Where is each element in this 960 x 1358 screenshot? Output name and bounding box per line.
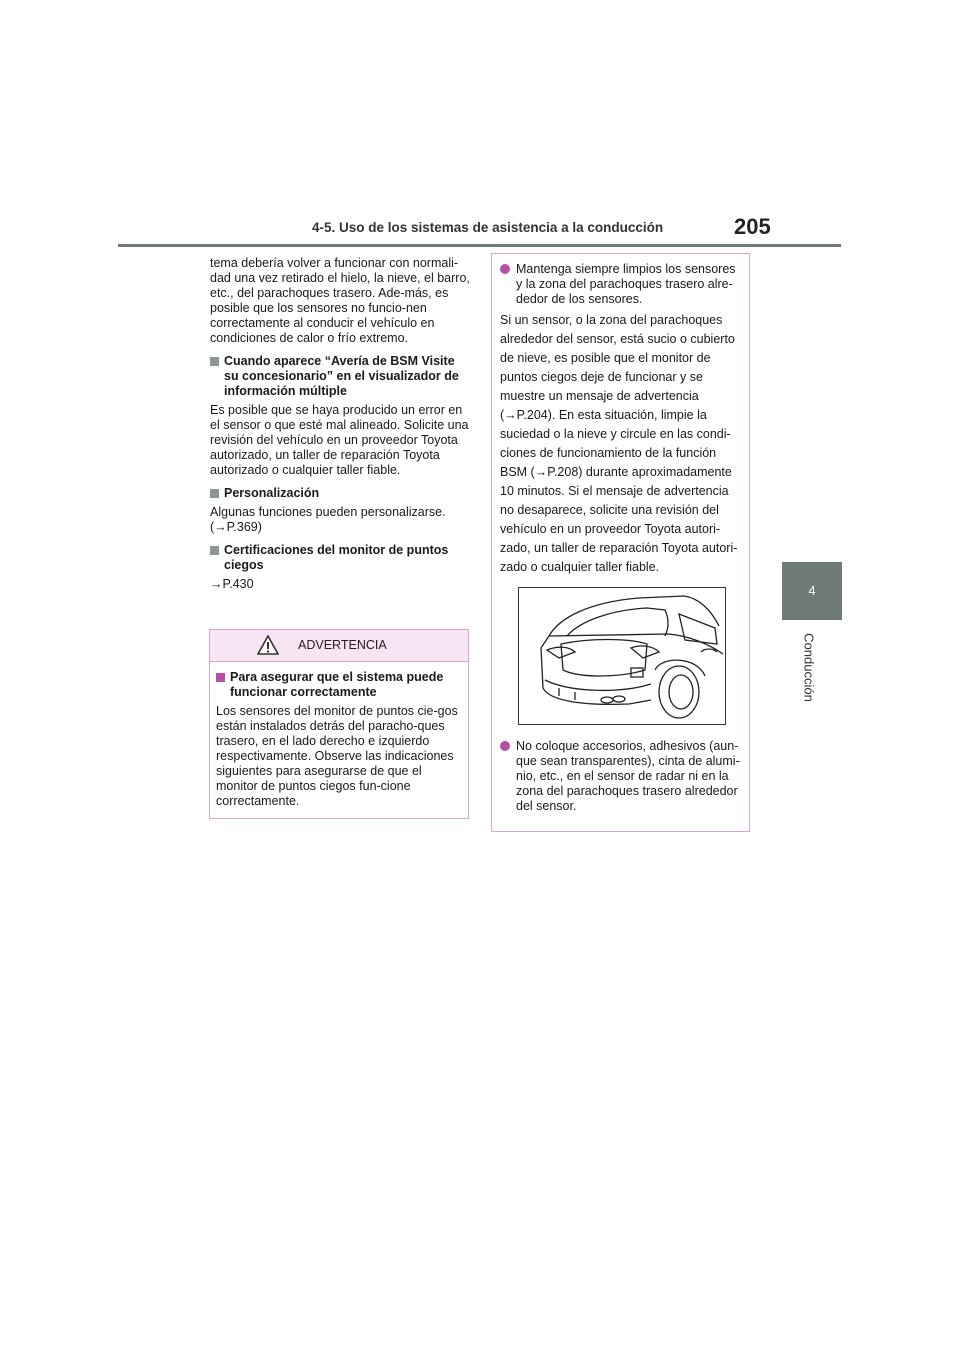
section-heading-text: Personalización [224, 486, 320, 500]
square-bullet-icon [216, 673, 225, 682]
caution-box [491, 253, 750, 832]
chapter-tab[interactable]: 4 [782, 562, 842, 620]
paragraph-line: no desaparece, solicite una revisión del [500, 503, 719, 517]
section-body: Es posible que se haya producido un error en el sensor o que esté mal alineado. Solicite una revisión del vehículo en un proveedor Toyota autorizado, un taller de reparación Toyota autorizado o cualquier taller fiable. [210, 403, 469, 477]
paragraph-line: zado, un taller de reparación Toyota autori- [500, 541, 738, 555]
paragraph-line: zado o cualquier taller fiable. [500, 560, 660, 574]
square-bullet-icon [210, 357, 219, 366]
warning-box [209, 629, 469, 819]
square-bullet-icon [210, 489, 219, 498]
paragraph-line: BSM (→P.208) durante aproximadamente [500, 465, 732, 479]
section-heading [210, 486, 472, 501]
page-reference[interactable]: →P.430 [210, 577, 254, 591]
left-column [210, 256, 472, 600]
section-body: Algunas funciones pueden personalizarse. (→P.369) [210, 505, 446, 534]
bullet-text: No coloque accesorios, adhesivos (aun-que sean transparentes), cinta de alumi-nio, etc., en el sensor de radar ni en la zona del parachoques trasero alrededor del sensor. [516, 739, 740, 813]
paragraph-line: puntos ciegos deje de funcionar y se [500, 370, 703, 384]
section-heading [210, 354, 472, 399]
bullet-text: Mantenga siempre limpios los sensores y la zona del parachoques trasero alre-dedor de los sensores. [516, 262, 736, 306]
paragraph-line: suciedad o la nieve y circule en las condi- [500, 427, 731, 441]
car-rear-illustration [518, 587, 726, 725]
paragraph-line: vehículo en un proveedor Toyota autori- [500, 522, 721, 536]
warning-subheading-text: Para asegurar que el sistema puede funcionar correctamente [230, 670, 444, 699]
round-bullet-icon [500, 264, 510, 274]
section-heading-text: Certificaciones del monitor de puntos ciegos [224, 543, 449, 572]
car-rear-drawing [519, 588, 725, 724]
chapter-label: Conducción [801, 633, 817, 702]
warning-header [210, 630, 468, 662]
round-bullet-icon [500, 741, 510, 751]
paragraph-line: alrededor del sensor, está sucio o cubierto [500, 332, 735, 346]
intro-paragraph: tema debería volver a funcionar con normali-dad una vez retirado el hielo, la nieve, el barro, etc., del parachoques trasero. Ade-más, es posible que los sensores no funcio-nen correctamente al conducir el vehículo en condiciones de calor o frío extremo. [210, 256, 470, 345]
paragraph-line: de nieve, es posible que el monitor de [500, 351, 711, 365]
section-heading-text: Cuando aparece “Avería de BSM Visite su concesionario” en el visualizador de información múltiple [224, 354, 459, 398]
instruction-paragraph [500, 311, 741, 577]
square-bullet-icon [210, 546, 219, 555]
warning-text: Los sensores del monitor de puntos cie-gos están instalados detrás del paracho-ques trasero, en el lado derecho e izquierdo respectivamente. Observe las indicaciones siguientes para asegurarse de que el monitor de puntos ciegos fun-cione correctamente. [216, 704, 458, 808]
section-heading [210, 543, 472, 573]
bullet-item [500, 262, 741, 307]
section-title: 4-5. Uso de los sistemas de asistencia a la conducción [312, 220, 664, 235]
header-divider [118, 244, 841, 247]
warning-subheading [216, 670, 462, 700]
warning-title: ADVERTENCIA [298, 638, 387, 652]
bullet-item [500, 739, 741, 814]
paragraph-line: 10 minutos. Si el mensaje de advertencia [500, 484, 729, 498]
page-number: 205 [734, 214, 771, 239]
warning-body [210, 662, 468, 809]
paragraph-line: ciones de funcionamiento de la función [500, 446, 717, 460]
paragraph-line: Si un sensor, o la zona del parachoques [500, 313, 723, 327]
chapter-label-wrap [770, 630, 830, 720]
warning-triangle-icon [257, 635, 279, 655]
paragraph-line: muestre un mensaje de advertencia [500, 389, 699, 403]
paragraph-line: (→P.204). En esta situación, limpie la [500, 408, 707, 422]
